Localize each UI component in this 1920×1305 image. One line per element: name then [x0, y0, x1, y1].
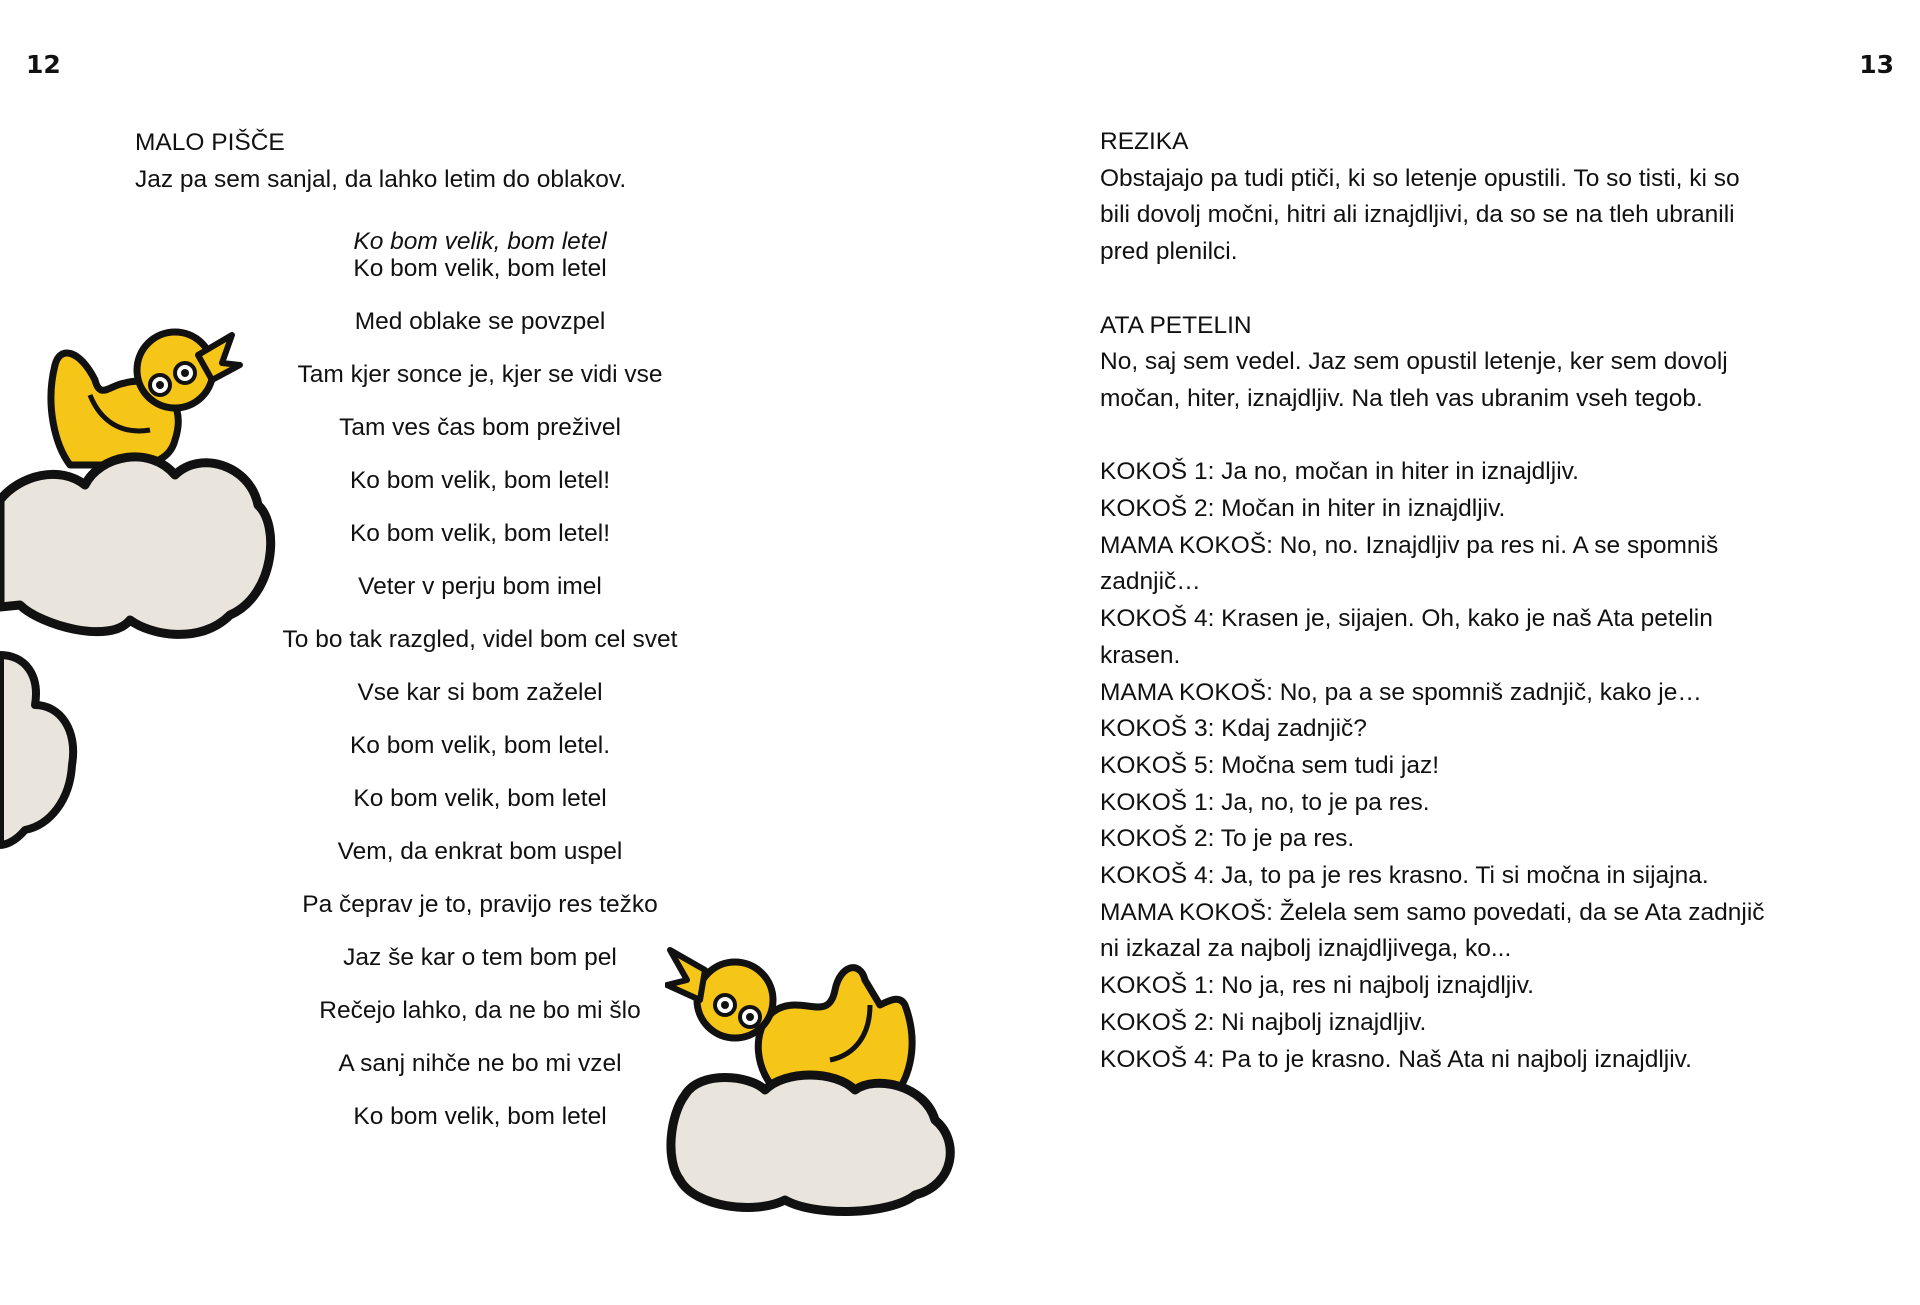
song-line: Tam kjer sonce je, kjer se vidi vse	[297, 361, 663, 388]
dialogue-line: pred plenilci.	[1100, 238, 1238, 266]
dialogue-line: krasen.	[1100, 641, 1181, 669]
song-line: Ko bom velik, bom letel!	[349, 467, 611, 494]
speaker-rezika: REZIKA	[1100, 128, 1189, 155]
dialogue-line: KOKOŠ 1: Ja, no, to je pa res.	[1100, 788, 1430, 816]
song-line: Vem, da enkrat bom uspel	[337, 838, 623, 865]
dialogue-line: bili dovolj močni, hitri ali iznajdljivi, da so se na tleh ubranili	[1100, 201, 1735, 229]
duck-on-cloud-illustration-2	[665, 945, 960, 1220]
dialogue-line: KOKOŠ 2: Močan in hiter in iznajdljiv.	[1100, 495, 1506, 522]
song-line: Ko bom velik, bom letel!	[349, 520, 611, 547]
cloud-icon	[671, 1075, 950, 1211]
speaker-ata-petelin: ATA PETELIN	[1100, 311, 1252, 339]
dialogue-line: KOKOŠ 1: No ja, res ni najbolj iznajdljiv.	[1100, 972, 1534, 1000]
dialogue-line: ni izkazal za najbolj iznajdljivega, ko...	[1100, 935, 1512, 963]
dialogue-line: MAMA KOKOŠ: Želela sem samo povedati, da se Ata zadnjič	[1100, 898, 1765, 926]
dialogue-line: KOKOŠ 2: To je pa res.	[1100, 825, 1355, 853]
cloud-partial-illustration	[0, 650, 80, 850]
song-line: Rečejo lahko, da ne bo mi šlo	[319, 997, 641, 1024]
song-line: Ko bom velik, bom letel.	[349, 732, 611, 759]
speaker-malo-pisce: MALO PIŠČE	[135, 129, 285, 156]
dialogue-line: MAMA KOKOŠ: No, pa a se spomniš zadnjič, kako je…	[1100, 678, 1702, 706]
right-page-dialogue	[1100, 124, 1800, 1078]
song-line: Vse kar si bom zaželel	[357, 679, 603, 706]
song-line: Ko bom velik, bom letel	[353, 785, 607, 812]
left-page-intro	[135, 124, 835, 198]
dialogue-line: KOKOŠ 4: Krasen je, sijajen. Oh, kako je naš Ata petelin	[1100, 605, 1713, 633]
dialogue-line: No, saj sem vedel. Jaz sem opustil letenje, ker sem dovolj	[1100, 348, 1728, 376]
duck-on-cloud-illustration	[0, 325, 280, 645]
dialogue-line: močan, hiter, iznajdljiv. Na tleh vas ubranim vseh tegob.	[1100, 384, 1703, 412]
song-line: Tam ves čas bom preživel	[339, 414, 621, 441]
dialogue-line: KOKOŠ 2: Ni najbolj iznajdljiv.	[1100, 1008, 1427, 1036]
song-line: Jaz še kar o tem bom pel	[343, 944, 617, 971]
page-number-left: 12	[26, 50, 61, 79]
song-line: Ko bom velik, bom letel	[353, 1103, 607, 1130]
dialogue-line: KOKOŠ 4: Ja, to pa je res krasno. Ti si močna in sijajna.	[1100, 862, 1709, 890]
song-line: Med oblake se povzpel	[354, 308, 606, 335]
dialogue-line: zadnjič…	[1100, 568, 1201, 596]
song-line: To bo tak razgled, videl bom cel svet	[282, 626, 678, 653]
cloud-icon	[0, 457, 271, 635]
dialogue-line: KOKOŠ 3: Kdaj zadnjič?	[1100, 715, 1367, 743]
page-number-right: 13	[1859, 50, 1894, 79]
dialogue-line: Obstajajo pa tudi ptiči, ki so letenje opustili. To so tisti, ki so	[1100, 164, 1740, 192]
song-line: Ko bom velik, bom letel	[353, 255, 607, 282]
dialogue-line: Jaz pa sem sanjal, da lahko letim do oblakov.	[135, 166, 627, 193]
dialogue-line: KOKOŠ 4: Pa to je krasno. Naš Ata ni najbolj iznajdljiv.	[1100, 1045, 1692, 1073]
dialogue-line: KOKOŠ 5: Močna sem tudi jaz!	[1100, 751, 1440, 779]
song-line: Veter v perju bom imel	[358, 573, 602, 600]
song-line: Pa čeprav je to, pravijo res težko	[302, 891, 658, 918]
duck-icon	[51, 332, 240, 465]
dialogue-line: KOKOŠ 1: Ja no, močan in hiter in iznajdljiv.	[1100, 458, 1579, 486]
cloud-icon	[0, 655, 73, 845]
song-title-line: Ko bom velik, bom letel	[353, 228, 607, 255]
dialogue-line: MAMA KOKOŠ: No, no. Iznajdljiv pa res ni. A se spomniš	[1100, 531, 1719, 559]
song-line: A sanj nihče ne bo mi vzel	[338, 1050, 622, 1077]
